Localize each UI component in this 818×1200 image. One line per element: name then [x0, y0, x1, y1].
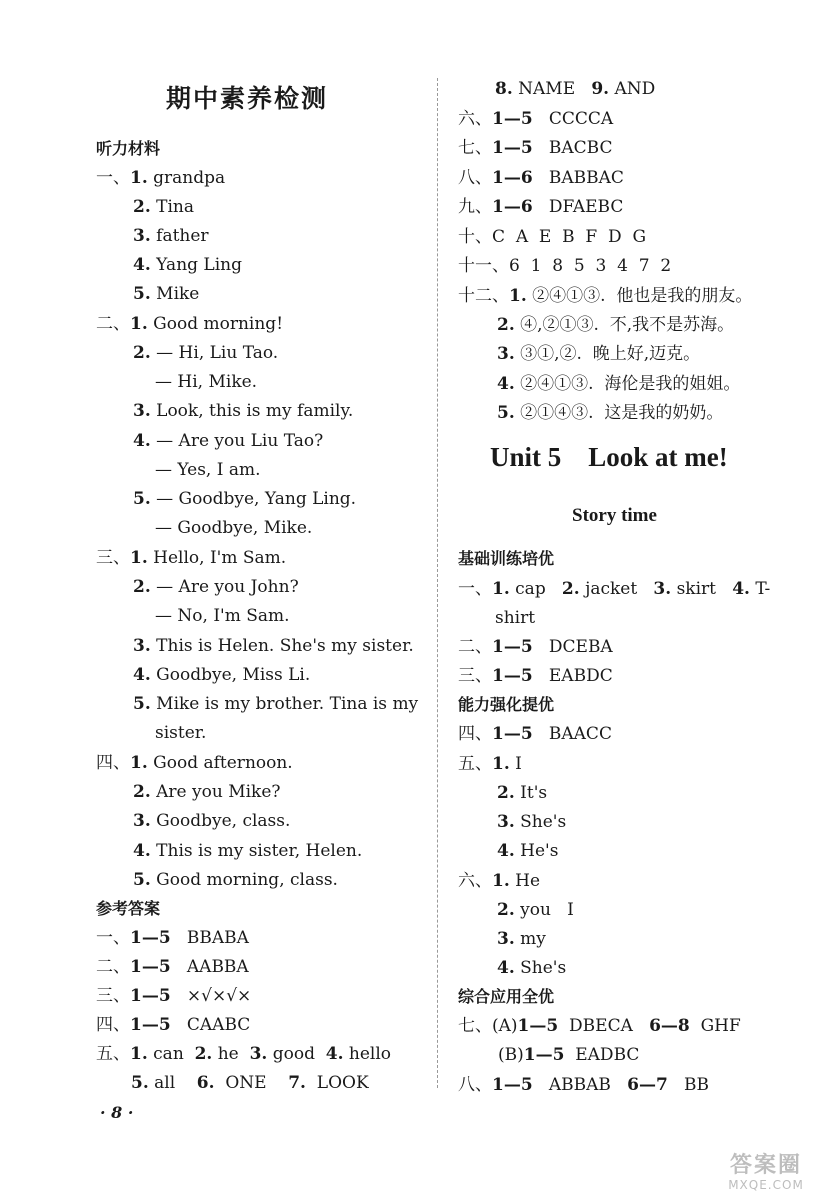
answer-item: 三、1—5 ×√×√× [96, 986, 252, 1006]
watermark-logo: 答案圈 MXQE.COM [728, 1153, 804, 1192]
answer-item: 五、1. I [458, 754, 522, 774]
answer-item: 六、1—5 CCCCA [458, 109, 614, 129]
answer-item: 4. ②④①③. 海伦是我的姐姐。 [497, 374, 741, 394]
answer-item: 八、1—5 ABBAB 6—7 BB [458, 1075, 710, 1095]
listening-item: 3. This is Helen. She's my sister. [133, 636, 414, 656]
listening-item: 4. — Are you Liu Tao? [133, 431, 324, 451]
page-title: 期中素养检测 [166, 84, 329, 113]
answer-item: 十一、6 1 8 5 3 4 7 2 [458, 256, 672, 276]
answer-item: shirt [495, 608, 536, 628]
listening-item: 5. — Goodbye, Yang Ling. [133, 489, 357, 509]
unit-title: Unit 5 Look at me! [490, 442, 728, 472]
answer-item: 八、1—6 BABBAC [458, 168, 624, 188]
answer-item: 六、1. He [458, 871, 541, 891]
answer-item: 3. She's [497, 812, 567, 832]
basic-header: 基础训练培优 [458, 549, 555, 568]
listening-item: 2. — Hi, Liu Tao. [133, 343, 279, 363]
listening-item: 2. Are you Mike? [133, 782, 281, 802]
answer-item: 一、1—5 BBABA [96, 928, 249, 948]
answer-item: 5. ②①④③. 这是我的奶奶。 [497, 403, 724, 423]
listening-item: 四、1. Good afternoon. [96, 753, 293, 773]
answer-item: 2. ④,②①③. 不,我不是苏海。 [497, 315, 735, 335]
answer-item: 3. ③①,②. 晚上好,迈克。 [497, 344, 701, 364]
answer-item: 四、1—5 BAACC [458, 724, 612, 744]
listening-item: 3. Goodbye, class. [133, 811, 291, 831]
answer-item: 四、1—5 CAABC [96, 1015, 251, 1035]
answer-item: 七、1—5 BACBC [458, 138, 613, 158]
listening-header: 听力材料 [96, 139, 161, 158]
answer-item: 一、1. cap 2. jacket 3. skirt 4. T- [458, 579, 771, 599]
listening-item: 5. Mike [133, 284, 200, 304]
listening-item: sister. [155, 723, 207, 743]
listening-item: 3. Look, this is my family. [133, 401, 354, 421]
answer-item: 2. you I [497, 900, 574, 920]
section-subtitle: Story time [572, 505, 657, 526]
listening-item: 4. Yang Ling [133, 255, 242, 275]
ability-header: 能力强化提优 [458, 695, 555, 714]
answers-header: 参考答案 [96, 899, 161, 918]
answer-item: 二、1—5 DCEBA [458, 637, 613, 657]
listening-item: 一、1. grandpa [96, 168, 226, 188]
listening-item: 3. father [133, 226, 209, 246]
listening-item: — No, I'm Sam. [155, 606, 290, 626]
listening-item: — Goodbye, Mike. [155, 518, 313, 538]
answer-item: 4. She's [497, 958, 567, 978]
column-divider [437, 78, 438, 1088]
answer-item: 二、1—5 AABBA [96, 957, 249, 977]
listening-item: — Hi, Mike. [155, 372, 258, 392]
listening-item: 三、1. Hello, I'm Sam. [96, 548, 287, 568]
listening-item: 5. Mike is my brother. Tina is my [133, 694, 419, 714]
listening-item: 5. Good morning, class. [133, 870, 338, 890]
answer-item: 九、1—6 DFAEBC [458, 197, 624, 217]
answer-item: 三、1—5 EABDC [458, 666, 613, 686]
listening-item: 4. This is my sister, Helen. [133, 841, 363, 861]
answer-item: 十、C A E B F D G [458, 227, 647, 247]
answer-item: 七、(A)1—5 DBECA 6—8 GHF [458, 1016, 741, 1036]
comprehensive-header: 综合应用全优 [458, 987, 555, 1006]
answer-item: 3. my [497, 929, 546, 949]
listening-item: 4. Goodbye, Miss Li. [133, 665, 311, 685]
listening-item: — Yes, I am. [155, 460, 261, 480]
listening-item: 2. Tina [133, 197, 195, 217]
page-number: · 8 · [100, 1103, 134, 1122]
listening-item: 2. — Are you John? [133, 577, 299, 597]
answer-item: 4. He's [497, 841, 559, 861]
answer-item: 8. NAME 9. AND [495, 79, 656, 99]
listening-item: 二、1. Good morning! [96, 314, 284, 334]
answer-item: 5. all 6. ONE 7. LOOK [131, 1073, 369, 1093]
answer-item: (B)1—5 EADBC [498, 1045, 640, 1065]
answer-item: 十二、1. ②④①③. 他也是我的朋友。 [458, 286, 753, 306]
answer-item: 五、1. can 2. he 3. good 4. hello [96, 1044, 392, 1064]
answer-item: 2. It's [497, 783, 548, 803]
